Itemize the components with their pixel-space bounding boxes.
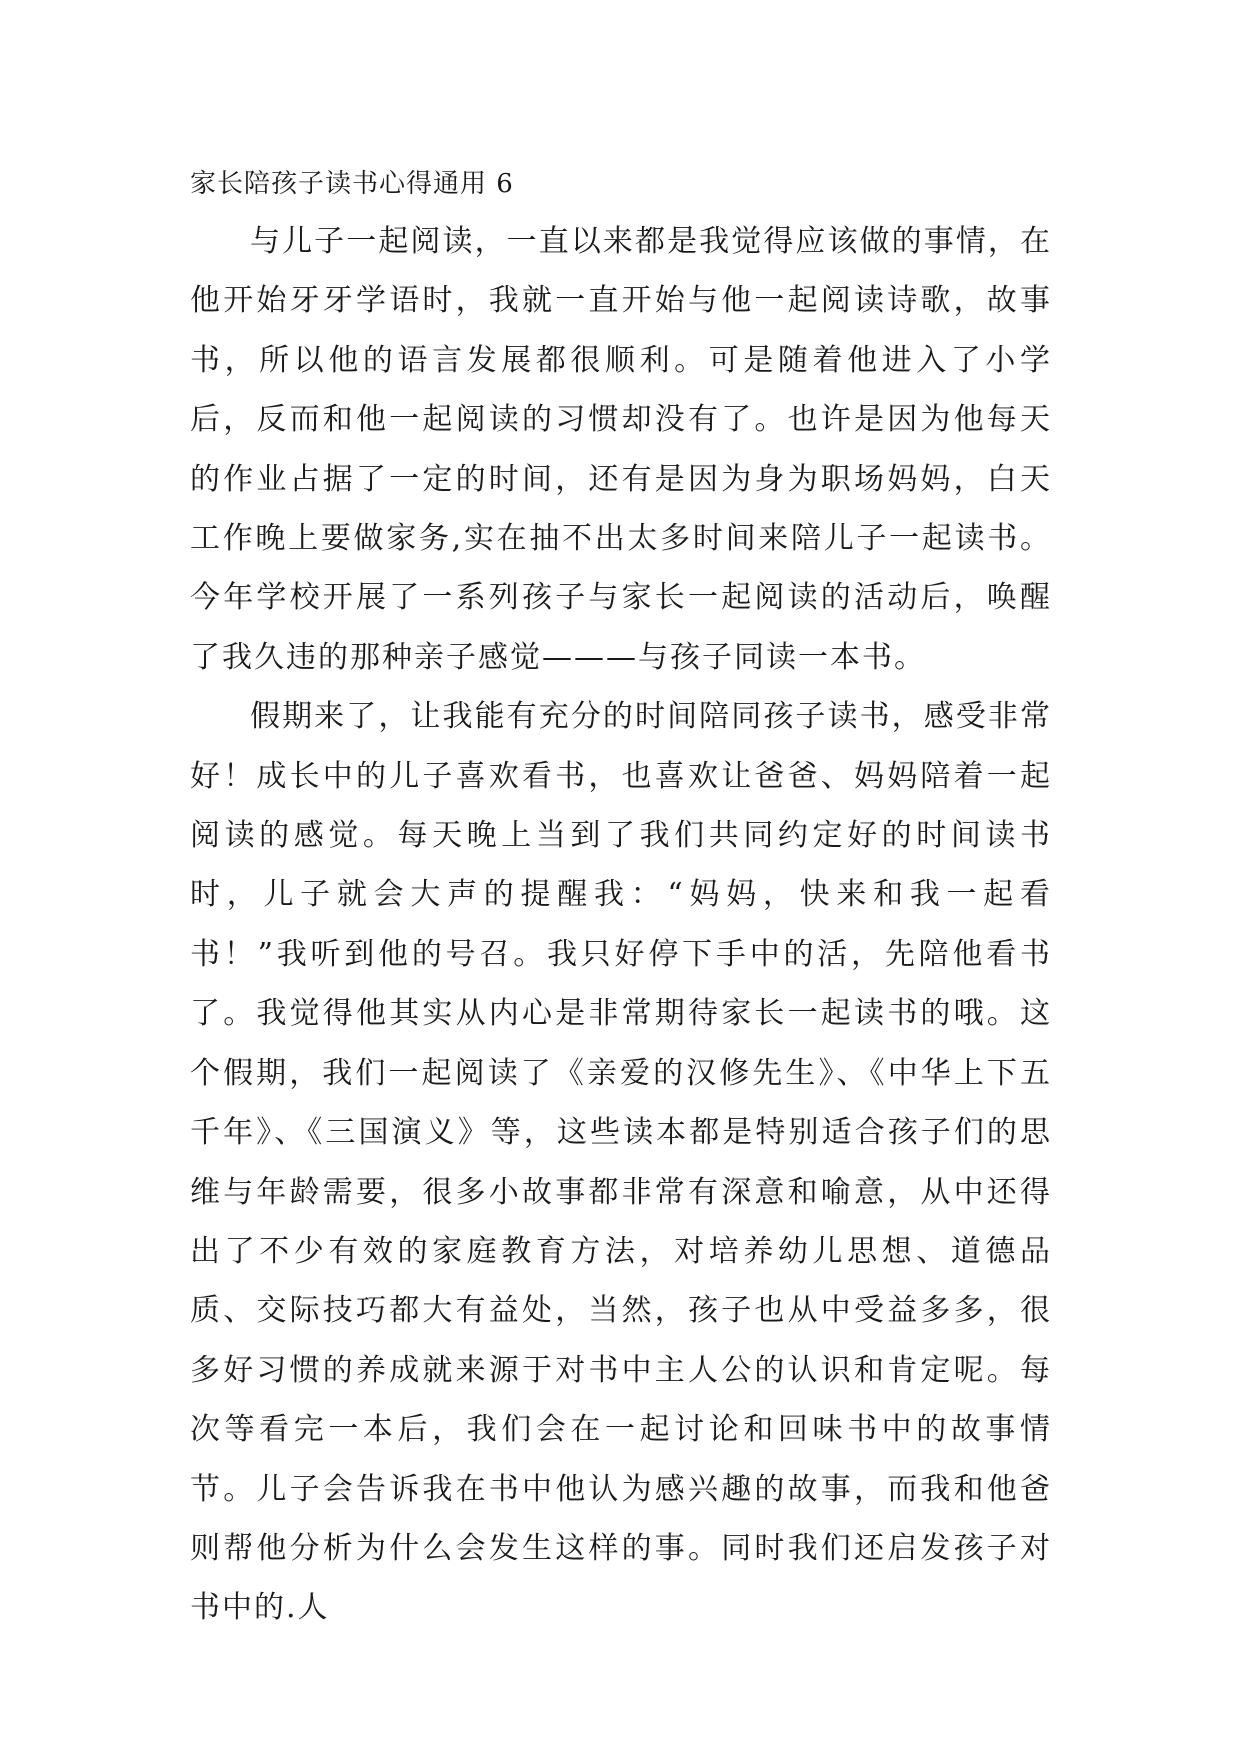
paragraph-1: 与儿子一起阅读，一直以来都是我觉得应该做的事情，在他开始牙牙学语时，我就一直开始与他一起阅读诗歌，故事书，所以他的语言发展都很顺利。可是随着他进入了小学后，反而和他一起阅读的习惯却没有了。也许是因为他每天的作业占据了一定的时间，还有是因为身为职场妈妈，白天工作晚上要做家务,实在抽不出太多时间来陪儿子一起读书。今年学校开展了一系列孩子与家长一起阅读的活动后，唤醒了我久违的那种亲子感觉———与孩子同读一本书。 [190, 224, 1052, 675]
document-title: 家长陪孩子读书心得通用 6 [190, 169, 514, 199]
paragraph-2: 假期来了，让我能有充分的时间陪同孩子读书，感受非常好！成长中的儿子喜欢看书，也喜欢让爸爸、妈妈陪着一起阅读的感觉。每天晚上当到了我们共同约定好的时间读书时，儿子就会大声的提醒我：“妈妈，快来和我一起看书！”我听到他的号召。我只好停下手中的活，先陪他看书了。我觉得他其实从内心是非常期待家长一起读书的哦。这个假期，我们一起阅读了《亲爱的汉修先生》、《中华上下五千年》、《三国演义》等，这些读本都是特别适合孩子们的思维与年龄需要，很多小故事都非常有深意和喻意，从中还得出了不少有效的家庭教育方法，对培养幼儿思想、道德品质、交际技巧都大有益处，当然，孩子也从中受益多多，很多好习惯的养成就来源于对书中主人公的认识和肯定呢。每次等看完一本后，我们会在一起讨论和回味书中的故事情节。儿子会告诉我在书中他认为感兴趣的故事，而我和他爸则帮他分析为什么会发生这样的事。同时我们还启发孩子对书中的.人 [190, 699, 1052, 1626]
document-body [190, 212, 1052, 1638]
